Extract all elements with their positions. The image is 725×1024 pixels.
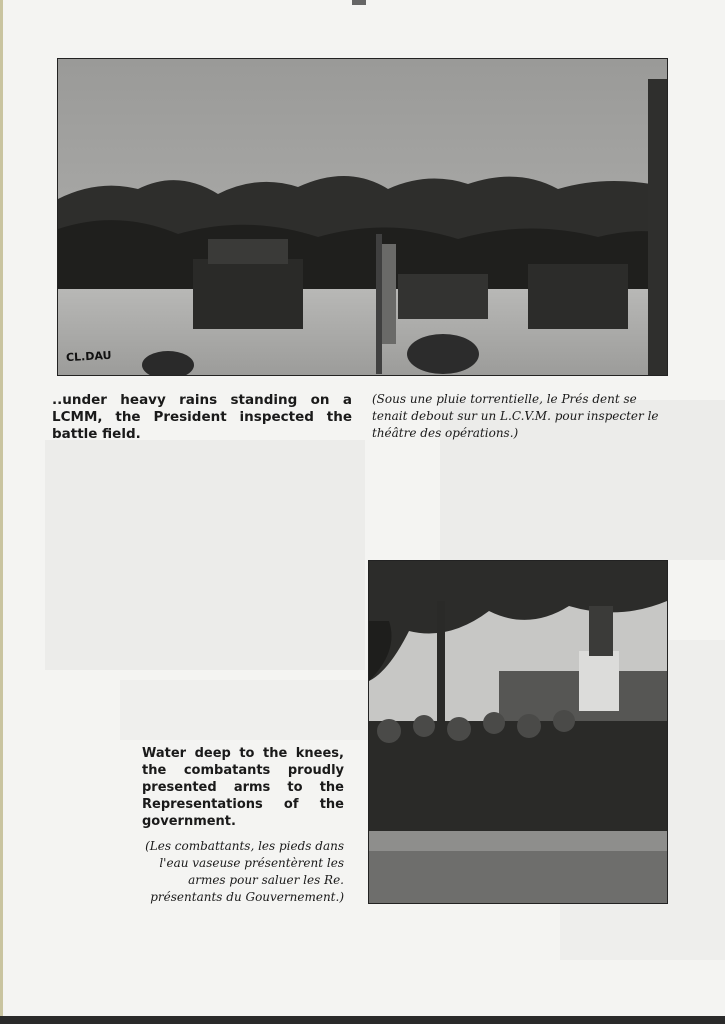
battlefield-photo-art — [58, 59, 667, 375]
combatants-photo-art — [369, 561, 667, 903]
combatants-presenting-arms-photo — [368, 560, 668, 904]
combatants-caption-french: (Les combattants, les pieds dans l'eau vaseuse présentèrent les armes pour saluer les Re. présentants du Gouvernement.) — [145, 839, 344, 904]
page-edge-bottom — [0, 1016, 725, 1024]
battlefield-caption-french: (Sous une pluie torrentielle, le Prés dent se tenait debout sur un L.C.V.M. pour inspecter le théâtre des opérations.) — [372, 392, 659, 440]
combatants-caption-english: Water deep to the knees, the combatants proudly presented arms to the Representations of the government. — [142, 746, 344, 829]
bleed-through-area — [45, 440, 365, 670]
photo-credit: CL.DAU — [65, 348, 112, 365]
battlefield-caption-english: ..under heavy rains standing on a LCMM, the President inspected the battle field. — [52, 392, 352, 442]
page-edge-left — [0, 0, 3, 1024]
president-inspecting-battlefield-photo — [57, 58, 668, 376]
page-top-mark — [352, 0, 366, 5]
